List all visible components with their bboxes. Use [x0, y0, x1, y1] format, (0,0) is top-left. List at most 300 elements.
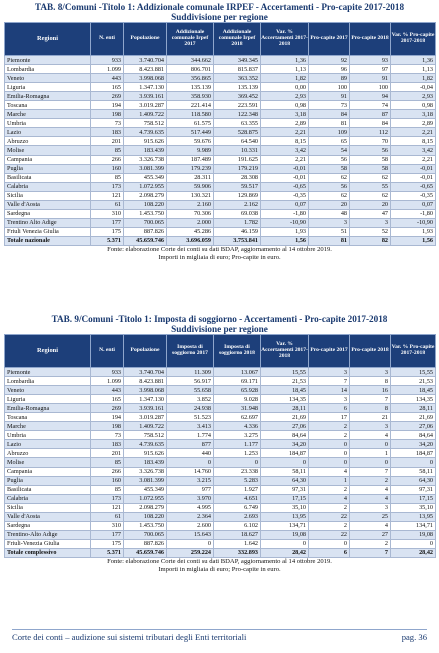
- value-cell: 0,98: [261, 101, 309, 110]
- value-cell: 27,06: [391, 422, 436, 431]
- value-cell: 1: [309, 476, 350, 485]
- total-value: 5.371: [91, 548, 124, 557]
- table-row: [5, 449, 436, 458]
- value-cell: 134,71: [391, 521, 436, 530]
- value-cell: 3: [350, 503, 391, 512]
- value-cell: 92: [309, 56, 350, 65]
- value-cell: 14: [309, 386, 350, 395]
- value-cell: 1.642: [214, 539, 261, 548]
- value-cell: 130.321: [167, 191, 214, 200]
- value-cell: -10,90: [261, 218, 309, 227]
- value-cell: 177: [91, 530, 124, 539]
- value-cell: 8: [350, 404, 391, 413]
- value-cell: 2,89: [391, 119, 436, 128]
- value-cell: 6: [309, 404, 350, 413]
- column-header: Regioni: [5, 23, 91, 56]
- column-header: N. enti: [91, 335, 124, 368]
- value-cell: 62: [350, 173, 391, 182]
- value-cell: 1,93: [391, 227, 436, 236]
- value-cell: 73: [91, 119, 124, 128]
- value-cell: 69.038: [214, 209, 261, 218]
- value-cell: 4.651: [214, 494, 261, 503]
- table-row: [5, 467, 436, 476]
- value-cell: 194: [91, 413, 124, 422]
- value-cell: 134,35: [261, 395, 309, 404]
- value-cell: 175: [91, 227, 124, 236]
- value-cell: 62: [309, 191, 350, 200]
- value-cell: 2,21: [391, 155, 436, 164]
- table-8-title: TAB. 8/Comuni -Titolo 1: Addizionale comunale IRPEF - Accertamenti - Pro-capite 2017-2018: [34, 2, 405, 12]
- value-cell: 59.517: [214, 182, 261, 191]
- value-cell: 3.081.399: [124, 164, 167, 173]
- value-cell: 122.348: [214, 110, 261, 119]
- region-cell: Valle d'Aosta: [5, 200, 91, 209]
- value-cell: 1,82: [261, 74, 309, 83]
- value-cell: 85: [91, 485, 124, 494]
- value-cell: 3.939.161: [124, 404, 167, 413]
- value-cell: 887.826: [124, 539, 167, 548]
- region-cell: Marche: [5, 422, 91, 431]
- value-cell: 85: [91, 458, 124, 467]
- value-cell: 3.413: [167, 422, 214, 431]
- value-cell: 21,69: [261, 413, 309, 422]
- value-cell: 135.139: [214, 83, 261, 92]
- table-9-body: [5, 368, 436, 558]
- table-9-units-note: Importi in migliaia di euro; Pro-capite in euro.: [158, 565, 281, 573]
- value-cell: 56: [350, 146, 391, 155]
- value-cell: 14.760: [167, 467, 214, 476]
- total-value: 45.659.746: [124, 548, 167, 557]
- table-row: [5, 164, 436, 173]
- value-cell: 20: [309, 200, 350, 209]
- table-8-header-row: [5, 23, 436, 56]
- value-cell: 21,53: [261, 377, 309, 386]
- value-cell: 35,10: [261, 503, 309, 512]
- value-cell: 3,42: [391, 146, 436, 155]
- value-cell: 45.286: [167, 227, 214, 236]
- value-cell: 70: [350, 137, 391, 146]
- value-cell: 269: [91, 404, 124, 413]
- table-9-source-note: Fonte: elaborazione Corte dei conti su dati BDAP, aggiornamento al 14 ottobre 2019.: [107, 557, 332, 565]
- value-cell: 19,08: [261, 530, 309, 539]
- value-cell: 201: [91, 449, 124, 458]
- value-cell: 4.739.635: [124, 440, 167, 449]
- value-cell: -0,35: [261, 191, 309, 200]
- total-value: 28,42: [391, 548, 436, 557]
- table-row: [5, 209, 436, 218]
- table-row: [5, 218, 436, 227]
- value-cell: 184,87: [391, 449, 436, 458]
- table-row: [5, 458, 436, 467]
- value-cell: 1.409.722: [124, 422, 167, 431]
- value-cell: 8,15: [261, 137, 309, 146]
- value-cell: 48: [309, 209, 350, 218]
- column-header: Var. % Accertamenti 2017-2018: [261, 335, 309, 368]
- column-header: Popolazione: [124, 335, 167, 368]
- value-cell: 91: [350, 74, 391, 83]
- column-header: Var. % Pro-capite 2017-2018: [391, 335, 436, 368]
- value-cell: 9.989: [167, 146, 214, 155]
- region-cell: Puglia: [5, 164, 91, 173]
- value-cell: 28,11: [261, 404, 309, 413]
- region-cell: Trentino Alto Adige: [5, 218, 91, 227]
- value-cell: -0,35: [391, 191, 436, 200]
- table-row: [5, 485, 436, 494]
- value-cell: 160: [91, 476, 124, 485]
- total-label: Totale complessivo: [5, 548, 91, 557]
- table-row: [5, 377, 436, 386]
- value-cell: 363.352: [214, 74, 261, 83]
- column-header: Imposta di soggiorno 2017: [167, 335, 214, 368]
- value-cell: 65: [309, 137, 350, 146]
- region-cell: Friuli-Venezia Giulia: [5, 539, 91, 548]
- value-cell: 121: [91, 191, 124, 200]
- region-cell: Umbria: [5, 119, 91, 128]
- value-cell: 887.826: [124, 227, 167, 236]
- total-value: 3.753.841: [214, 236, 261, 245]
- value-cell: 118.580: [167, 110, 214, 119]
- value-cell: 59.906: [167, 182, 214, 191]
- value-cell: 8.423.881: [124, 377, 167, 386]
- value-cell: 0: [261, 458, 309, 467]
- value-cell: 1.099: [91, 377, 124, 386]
- value-cell: 61: [91, 512, 124, 521]
- value-cell: 3.939.161: [124, 92, 167, 101]
- value-cell: 4: [350, 494, 391, 503]
- value-cell: 8: [350, 377, 391, 386]
- value-cell: 108.220: [124, 200, 167, 209]
- value-cell: 2: [350, 539, 391, 548]
- value-cell: 1,36: [391, 56, 436, 65]
- table-row: [5, 137, 436, 146]
- region-cell: Campania: [5, 155, 91, 164]
- value-cell: 89: [309, 74, 350, 83]
- region-cell: Sardegna: [5, 209, 91, 218]
- value-cell: 8,15: [391, 137, 436, 146]
- column-header: Pro-capite 2018: [350, 335, 391, 368]
- total-value: 45.659.746: [124, 236, 167, 245]
- table-row: [5, 128, 436, 137]
- column-header: Var. % Pro-capite 2017-2018: [391, 23, 436, 56]
- total-row: [5, 548, 436, 557]
- region-cell: Umbria: [5, 431, 91, 440]
- value-cell: 269: [91, 92, 124, 101]
- value-cell: 54: [309, 146, 350, 155]
- table-9: [4, 334, 436, 558]
- value-cell: 1.927: [214, 485, 261, 494]
- value-cell: 15,55: [261, 368, 309, 377]
- column-header: Pro-capite 2018: [350, 23, 391, 56]
- value-cell: 1.253: [214, 449, 261, 458]
- value-cell: 3.740.704: [124, 368, 167, 377]
- table-row: [5, 494, 436, 503]
- value-cell: 2.160: [167, 200, 214, 209]
- value-cell: 51.523: [167, 413, 214, 422]
- value-cell: 62.697: [214, 413, 261, 422]
- value-cell: 3: [350, 218, 391, 227]
- table-row: [5, 512, 436, 521]
- value-cell: 455.349: [124, 173, 167, 182]
- column-header: Var. % Accertamenti 2017-2018: [261, 23, 309, 56]
- value-cell: 5.283: [214, 476, 261, 485]
- value-cell: 1,93: [261, 227, 309, 236]
- table-8-source-note: Fonte: elaborazione Corte dei conti su dati BDAP, aggiornamento al 14 ottobre 2019.: [107, 245, 332, 253]
- value-cell: 3,18: [391, 110, 436, 119]
- total-value: 81: [309, 236, 350, 245]
- value-cell: 0: [391, 458, 436, 467]
- column-header: Popolazione: [124, 23, 167, 56]
- value-cell: -0,01: [261, 173, 309, 182]
- value-cell: 3.275: [214, 431, 261, 440]
- value-cell: 74: [350, 101, 391, 110]
- value-cell: 2,21: [391, 128, 436, 137]
- value-cell: 65.928: [214, 386, 261, 395]
- value-cell: 1.774: [167, 431, 214, 440]
- value-cell: 3.326.738: [124, 155, 167, 164]
- value-cell: 0: [350, 440, 391, 449]
- region-cell: Sardegna: [5, 521, 91, 530]
- value-cell: 179.219: [214, 164, 261, 173]
- value-cell: 1.347.130: [124, 83, 167, 92]
- table-row: [5, 395, 436, 404]
- value-cell: 7: [350, 395, 391, 404]
- total-value: 332.893: [214, 548, 261, 557]
- value-cell: 6.102: [214, 521, 261, 530]
- value-cell: 201: [91, 137, 124, 146]
- value-cell: 2: [309, 503, 350, 512]
- value-cell: 356.865: [167, 74, 214, 83]
- value-cell: 109: [309, 128, 350, 137]
- value-cell: 358.930: [167, 92, 214, 101]
- value-cell: 0: [309, 440, 350, 449]
- value-cell: 59.676: [167, 137, 214, 146]
- region-cell: Veneto: [5, 74, 91, 83]
- value-cell: 94: [350, 92, 391, 101]
- value-cell: 1,13: [261, 65, 309, 74]
- value-cell: 13,95: [391, 512, 436, 521]
- region-cell: Calabria: [5, 182, 91, 191]
- page-footer: [12, 629, 427, 642]
- value-cell: 28.308: [214, 173, 261, 182]
- value-cell: 11.309: [167, 368, 214, 377]
- value-cell: 173: [91, 494, 124, 503]
- value-cell: 17,15: [391, 494, 436, 503]
- value-cell: 61.575: [167, 119, 214, 128]
- value-cell: 0,00: [261, 83, 309, 92]
- region-cell: Toscana: [5, 413, 91, 422]
- value-cell: 1,82: [391, 74, 436, 83]
- value-cell: 97,31: [391, 485, 436, 494]
- value-cell: 0: [309, 458, 350, 467]
- value-cell: 13.067: [214, 368, 261, 377]
- value-cell: 17,15: [261, 494, 309, 503]
- table-9-title: TAB. 9/Comuni -Titolo 1: Imposta di soggiorno - Accertamenti - Pro-capite 2017-2018: [51, 314, 388, 324]
- value-cell: 2.098.279: [124, 503, 167, 512]
- value-cell: 4: [309, 467, 350, 476]
- table-row: [5, 173, 436, 182]
- table-9-subtitle: Suddivisione per regione: [171, 324, 268, 334]
- value-cell: 0: [214, 458, 261, 467]
- value-cell: 0,07: [391, 200, 436, 209]
- table-8-subtitle: Suddivisione per regione: [171, 12, 268, 22]
- region-cell: Liguria: [5, 395, 91, 404]
- region-cell: Liguria: [5, 83, 91, 92]
- value-cell: 3.970: [167, 494, 214, 503]
- value-cell: 198: [91, 110, 124, 119]
- value-cell: 8.423.881: [124, 65, 167, 74]
- region-cell: Puglia: [5, 476, 91, 485]
- region-cell: Abruzzo: [5, 137, 91, 146]
- value-cell: 2.162: [214, 200, 261, 209]
- table-row: [5, 404, 436, 413]
- value-cell: 2: [309, 485, 350, 494]
- value-cell: 81: [309, 119, 350, 128]
- value-cell: -1,80: [391, 209, 436, 218]
- value-cell: 85: [91, 173, 124, 182]
- table-row: [5, 110, 436, 119]
- value-cell: 160: [91, 164, 124, 173]
- value-cell: -0,65: [391, 182, 436, 191]
- value-cell: 47: [350, 209, 391, 218]
- value-cell: 23.338: [214, 467, 261, 476]
- value-cell: 96: [309, 65, 350, 74]
- value-cell: 84: [350, 119, 391, 128]
- region-cell: Emilia-Romagna: [5, 92, 91, 101]
- value-cell: 55: [350, 182, 391, 191]
- value-cell: 183.439: [124, 146, 167, 155]
- value-cell: 134,71: [261, 521, 309, 530]
- value-cell: 1.177: [214, 440, 261, 449]
- value-cell: 134,35: [391, 395, 436, 404]
- region-cell: Toscana: [5, 101, 91, 110]
- value-cell: 191.625: [214, 155, 261, 164]
- value-cell: 183: [91, 440, 124, 449]
- value-cell: 369.452: [214, 92, 261, 101]
- table-row: [5, 74, 436, 83]
- value-cell: 3.215: [167, 476, 214, 485]
- value-cell: 2.600: [167, 521, 214, 530]
- value-cell: 108.220: [124, 512, 167, 521]
- region-cell: Campania: [5, 467, 91, 476]
- value-cell: 517.449: [167, 128, 214, 137]
- region-cell: Sicilia: [5, 191, 91, 200]
- table-row: [5, 386, 436, 395]
- table-row: [5, 119, 436, 128]
- value-cell: -0,01: [391, 164, 436, 173]
- table-row: [5, 191, 436, 200]
- value-cell: 0: [350, 458, 391, 467]
- value-cell: 2.000: [167, 218, 214, 227]
- value-cell: 2,21: [261, 128, 309, 137]
- value-cell: 63.355: [214, 119, 261, 128]
- value-cell: 58: [350, 164, 391, 173]
- column-header: Regioni: [5, 335, 91, 368]
- value-cell: 6.749: [214, 503, 261, 512]
- value-cell: 34,20: [391, 440, 436, 449]
- value-cell: 183.439: [124, 458, 167, 467]
- total-value: 5.371: [91, 236, 124, 245]
- region-cell: Lazio: [5, 440, 91, 449]
- value-cell: 84,64: [261, 431, 309, 440]
- value-cell: 55.658: [167, 386, 214, 395]
- value-cell: 175: [91, 539, 124, 548]
- value-cell: -10,90: [391, 218, 436, 227]
- value-cell: 121: [91, 503, 124, 512]
- table-row: [5, 476, 436, 485]
- value-cell: 69.171: [214, 377, 261, 386]
- value-cell: 198: [91, 422, 124, 431]
- value-cell: 3.852: [167, 395, 214, 404]
- value-cell: 18.627: [214, 530, 261, 539]
- value-cell: 2.098.279: [124, 191, 167, 200]
- value-cell: 266: [91, 467, 124, 476]
- total-value: 259.224: [167, 548, 214, 557]
- value-cell: 4.995: [167, 503, 214, 512]
- value-cell: 22: [309, 512, 350, 521]
- value-cell: 4: [350, 521, 391, 530]
- value-cell: 58,11: [391, 467, 436, 476]
- table-9-section: [4, 314, 435, 574]
- value-cell: 933: [91, 56, 124, 65]
- value-cell: 58: [309, 164, 350, 173]
- value-cell: 3.998.068: [124, 74, 167, 83]
- total-label: Totale nazionale: [5, 236, 91, 245]
- table-row: [5, 200, 436, 209]
- value-cell: 0: [391, 539, 436, 548]
- region-cell: Valle d'Aosta: [5, 512, 91, 521]
- value-cell: 3: [309, 368, 350, 377]
- value-cell: 977: [167, 485, 214, 494]
- value-cell: 2: [309, 521, 350, 530]
- column-header: Pro-capite 2017: [309, 335, 350, 368]
- region-cell: Basilicata: [5, 173, 91, 182]
- table-row: [5, 65, 436, 74]
- column-header: Addizionale comunale Irpef 2017: [167, 23, 214, 56]
- value-cell: 1: [350, 449, 391, 458]
- table-row: [5, 227, 436, 236]
- value-cell: 62: [350, 191, 391, 200]
- total-value: 1,56: [391, 236, 436, 245]
- value-cell: 440: [167, 449, 214, 458]
- value-cell: 25: [350, 512, 391, 521]
- region-cell: Molise: [5, 146, 91, 155]
- region-cell: Emilia-Romagna: [5, 404, 91, 413]
- value-cell: 112: [350, 128, 391, 137]
- value-cell: 223.591: [214, 101, 261, 110]
- value-cell: 173: [91, 182, 124, 191]
- value-cell: 1,36: [261, 56, 309, 65]
- value-cell: 21,53: [391, 377, 436, 386]
- value-cell: 129.869: [214, 191, 261, 200]
- table-row: [5, 521, 436, 530]
- value-cell: 4.336: [214, 422, 261, 431]
- value-cell: 0,98: [391, 101, 436, 110]
- value-cell: 187.489: [167, 155, 214, 164]
- value-cell: 877: [167, 440, 214, 449]
- footer-text: Corte dei conti – audizione sui sistemi tributari degli Enti territoriali: [12, 632, 247, 642]
- value-cell: 806.701: [167, 65, 214, 74]
- table-row: [5, 182, 436, 191]
- value-cell: 19,08: [391, 530, 436, 539]
- value-cell: 24.938: [167, 404, 214, 413]
- value-cell: 4: [309, 494, 350, 503]
- value-cell: 915.626: [124, 449, 167, 458]
- value-cell: 165: [91, 83, 124, 92]
- value-cell: 84,64: [391, 431, 436, 440]
- value-cell: 266: [91, 155, 124, 164]
- value-cell: 1.347.130: [124, 395, 167, 404]
- value-cell: 177: [91, 218, 124, 227]
